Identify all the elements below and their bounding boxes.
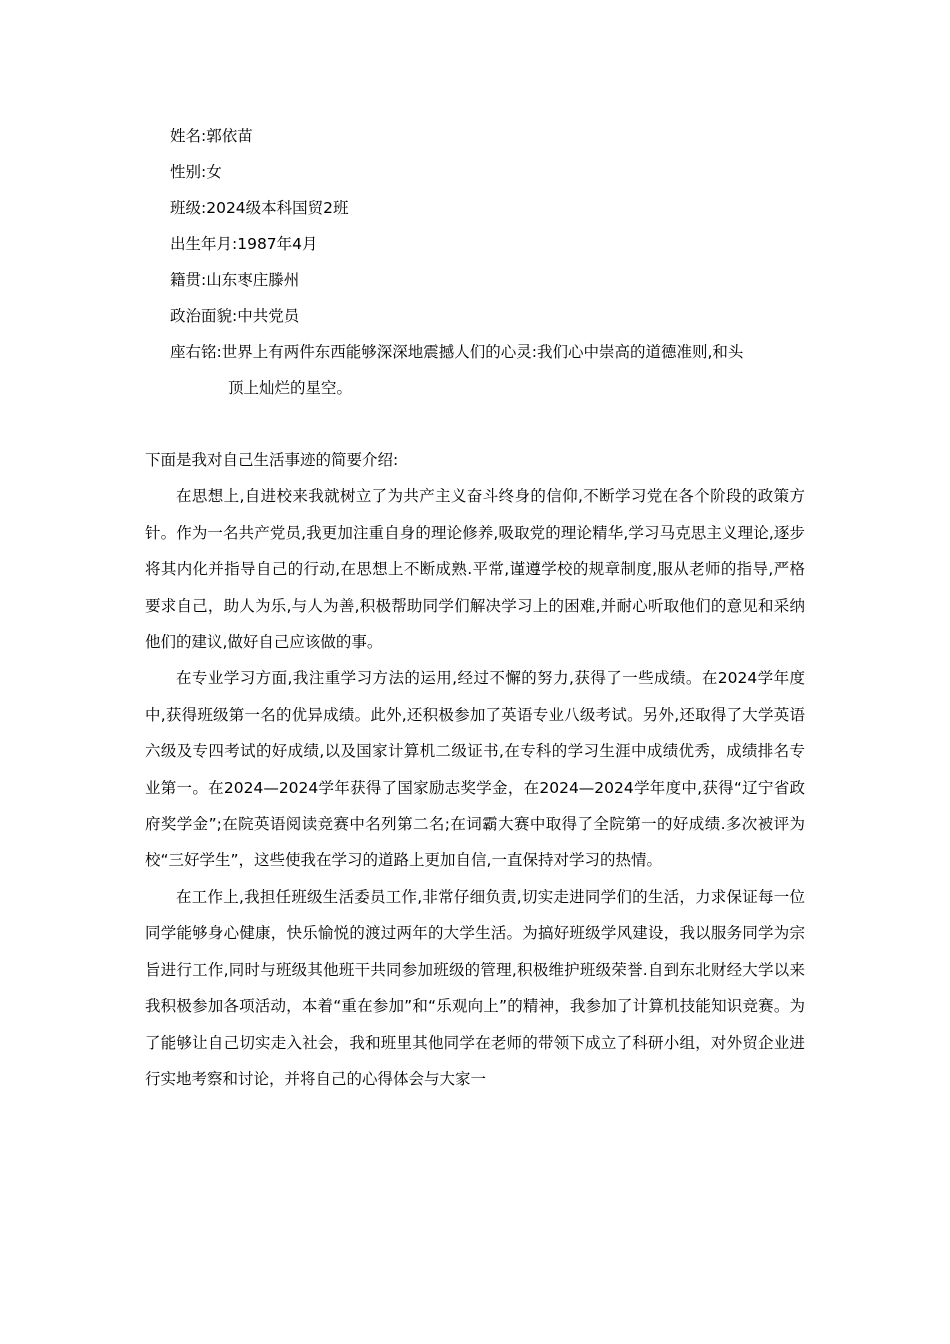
motto-line-1: 座右铭:世界上有两件东西能够深深地震撼人们的心灵:我们心中崇高的道德准则,和头	[170, 343, 744, 361]
motto-line-2: 顶上灿烂的星空。	[228, 379, 353, 397]
intro-line: 下面是我对自己生活事迹的简要介绍:	[145, 451, 399, 469]
paragraph-work: 在工作上,我担任班级生活委员工作,非常仔细负责,切实走进同学们的生活，力求保证每一位同学能够身心健康，快乐愉悦的渡过两年的大学生活。为搞好班级学风建设，我以服务同学为宗旨进行工作,同时与班级其他班干共同参加班级的管理,积极维护班级荣誉.自到东北财经大学以来我积极参加各项活动，本着“重在参加”和“乐观向上”的精神，我参加了计算机技能知识竞赛。为了能够让自己切实走入社会，我和班里其他同学在老师的带领下成立了科研小组，对外贸企业进行实地考察和讨论，并将自己的心得体会与大家一	[145, 887, 805, 1088]
name-line: 姓名:郭依苗	[170, 127, 253, 145]
politics-line: 政治面貌:中共党员	[170, 307, 300, 325]
gender-line: 性别:女	[170, 163, 222, 181]
personal-info-block	[170, 124, 810, 400]
hometown-line: 籍贯:山东枣庄滕州	[170, 271, 300, 289]
class-line: 班级:2024级本科国贸2班	[170, 199, 349, 217]
paragraph-study: 在专业学习方面,我注重学习方法的运用,经过不懈的努力,获得了一些成绩。在2024学年度中,获得班级第一名的优异成绩。此外,还积极参加了英语专业八级考试。另外,还取得了大学英语六级及专四考试的好成绩,以及国家计算机二级证书,在专科的学习生涯中成绩优秀，成绩排名专业第一。在2024—2024学年获得了国家励志奖学金，在2024—2024学年度中,获得“辽宁省政府奖学金”;在院英语阅读竞赛中名列第二名;在词霸大赛中取得了全院第一的好成绩.多次被评为校“三好学生”，这些使我在学习的道路上更加自信,一直保持对学习的热情。	[145, 669, 805, 870]
birth-line: 出生年月:1987年4月	[170, 235, 318, 253]
paragraph-thought: 在思想上,自进校来我就树立了为共产主义奋斗终身的信仰,不断学习党在各个阶段的政策方针。作为一名共产党员,我更加注重自身的理论修养,吸取党的理论精华,学习马克思主义理论,逐步将其内化并指导自己的行动,在思想上不断成熟.平常,谨遵学校的规章制度,服从老师的指导,严格要求自己，助人为乐,与人为善,积极帮助同学们解决学习上的困难,并耐心听取他们的意见和采纳他们的建议,做好自己应该做的事。	[145, 487, 805, 652]
body-text	[145, 442, 805, 1097]
motto-block	[170, 340, 810, 400]
